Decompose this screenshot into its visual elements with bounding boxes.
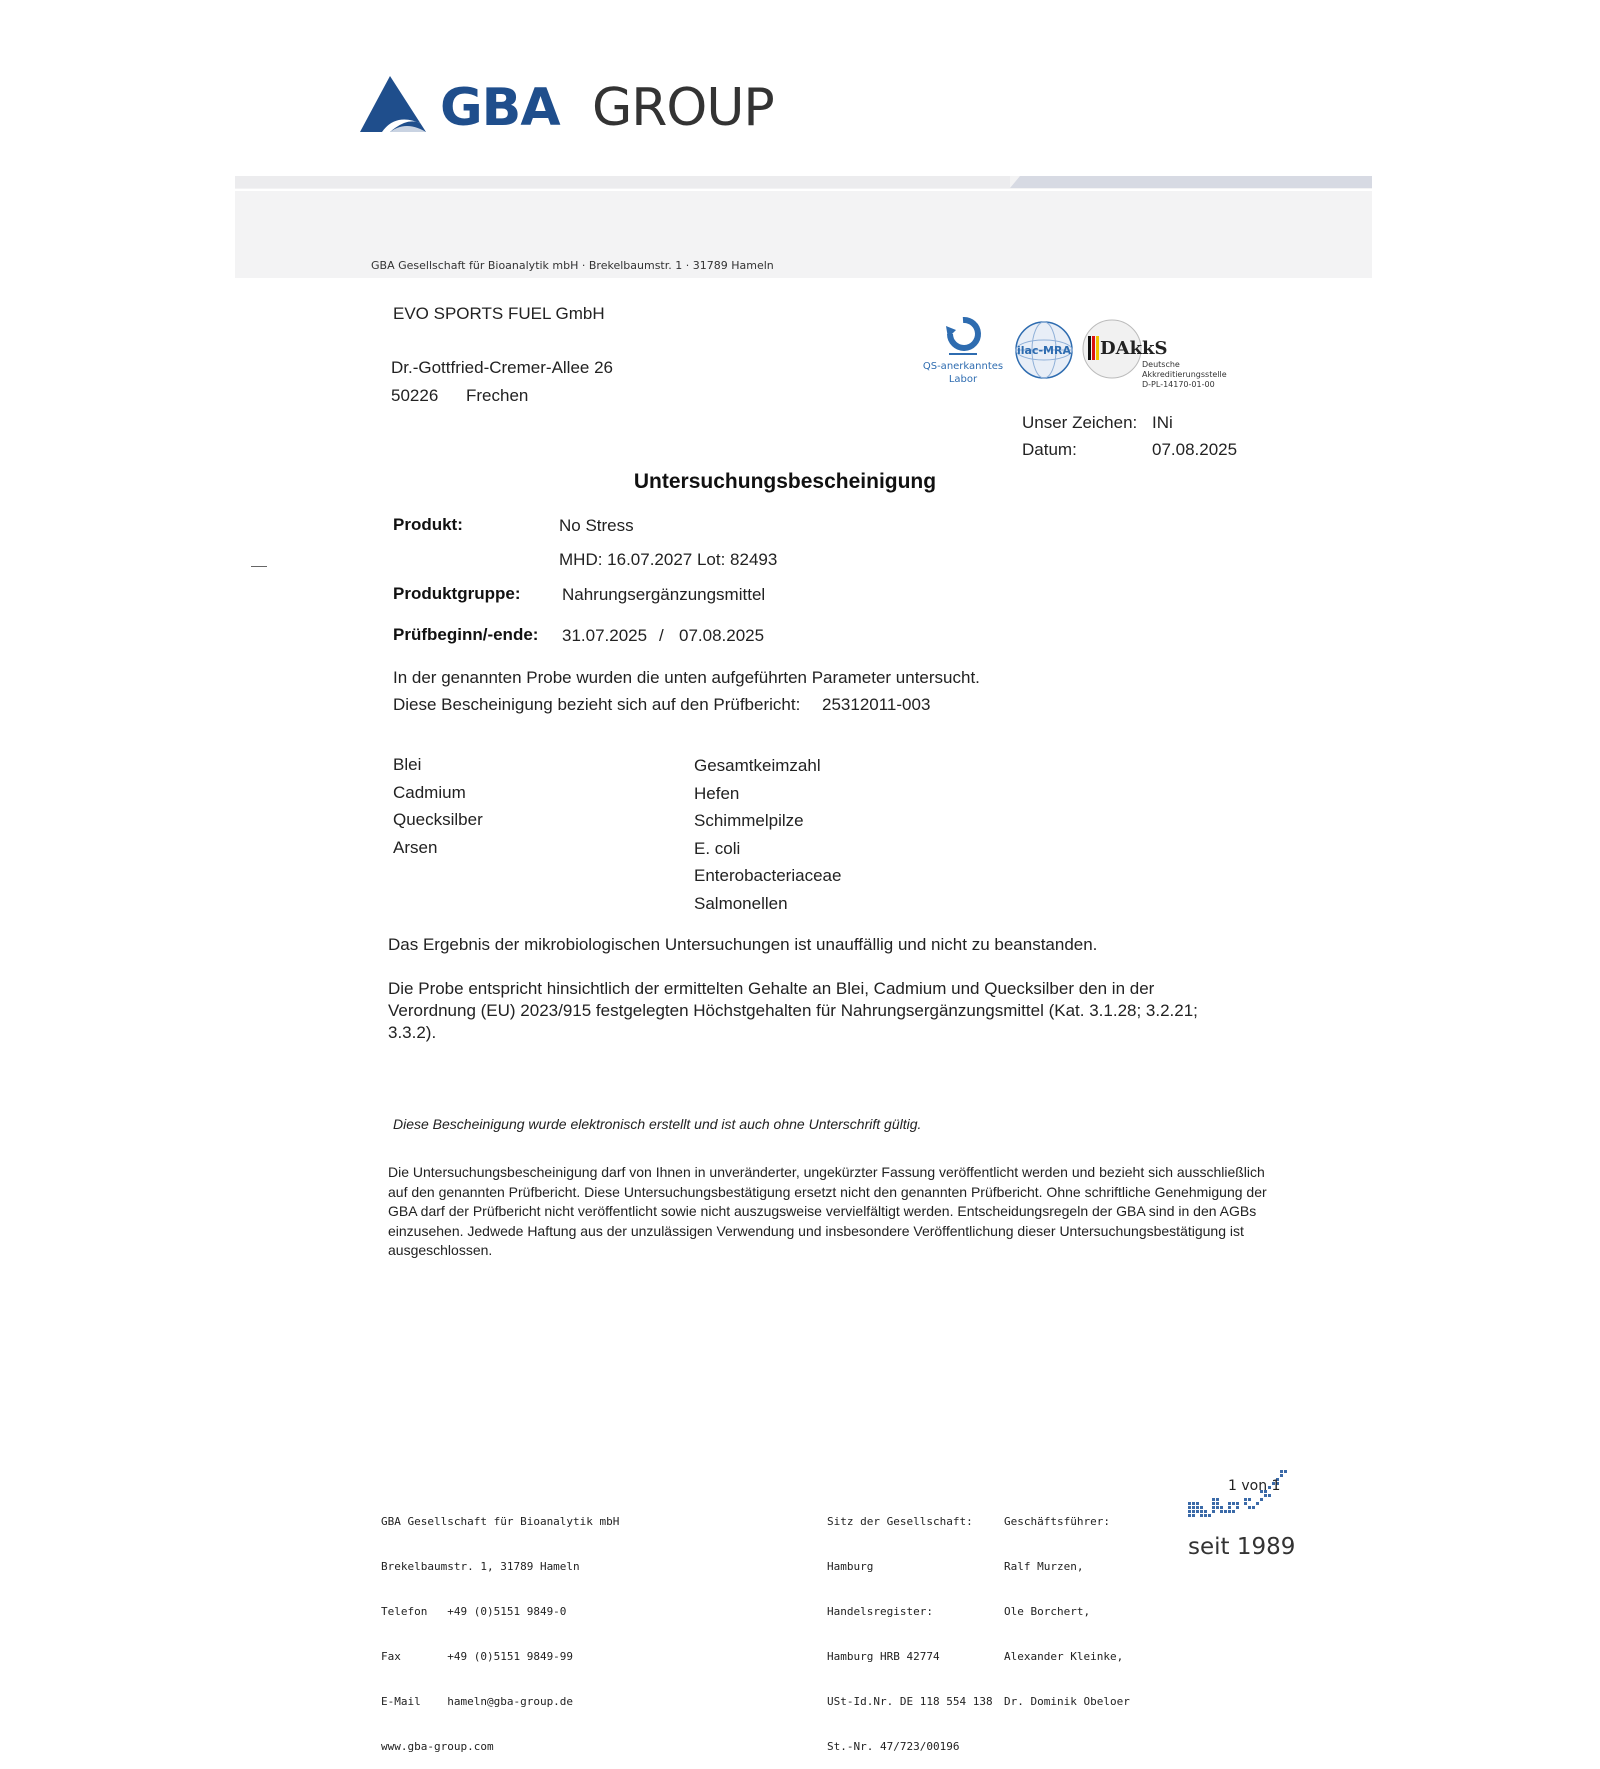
footer-line: USt-Id.Nr. DE 118 554 138	[827, 1695, 993, 1708]
date-value: 07.08.2025	[1152, 440, 1238, 459]
qs-recycle-icon	[922, 316, 1004, 358]
dakks-sub-line2: Akkreditierungsstelle	[1142, 370, 1227, 379]
dakks-subtitle	[1142, 360, 1227, 390]
since-1989-label: seit 1989	[1188, 1534, 1296, 1560]
dakks-sub-line1: Deutsche	[1142, 360, 1180, 369]
recipient-zip: 50226	[391, 386, 439, 405]
parameter-item: Schimmelpilze	[694, 811, 804, 830]
mhd-lot-value: MHD: 16.07.2027 Lot: 82493	[559, 550, 778, 569]
qs-label-line2: Labor	[948, 374, 978, 385]
parameters-right-list	[694, 756, 841, 921]
footer-line: Brekelbaumstr. 1, 31789 Hameln	[381, 1560, 580, 1573]
parameter-item: Gesamtkeimzahl	[694, 756, 821, 775]
reference-label: Unser Zeichen:	[1022, 413, 1138, 432]
result-microbiology: Das Ergebnis der mikrobiologischen Untersuchungen ist unauffällig und nicht zu beanstanden.	[388, 935, 1098, 954]
page-number: 1 von 1	[1228, 1478, 1281, 1494]
footer-line: Telefon +49 (0)5151 9849-0	[381, 1605, 567, 1618]
dakks-logo	[1082, 318, 1242, 390]
gba-group-logo	[360, 72, 780, 142]
parameter-item: Hefen	[694, 783, 740, 803]
logo-text-light: GROUP	[592, 78, 774, 138]
date-label: Datum:	[1022, 440, 1077, 459]
footer-line: Fax +49 (0)5151 9849-99	[381, 1650, 574, 1663]
test-start-date: 31.07.2025	[562, 626, 648, 645]
gba-triangle-icon	[360, 72, 432, 136]
footer-registry-info	[827, 1484, 993, 1769]
qs-label	[922, 360, 1004, 386]
recipient-company: EVO SPORTS FUEL GmbH	[393, 304, 605, 323]
header-stripe-left	[235, 176, 1010, 188]
recipient-street: Dr.-Gottfried-Cremer-Allee 26	[391, 358, 614, 377]
qs-label-line1: QS-anerkanntes	[922, 361, 1004, 372]
dakks-wordmark: DAkkS	[1100, 338, 1168, 359]
footer-line: Handelsregister:	[827, 1605, 933, 1618]
footer-line: Sitz der Gesellschaft:	[827, 1515, 973, 1528]
parameter-item: Arsen	[393, 837, 438, 857]
footer-management-info	[1004, 1484, 1130, 1724]
ilac-mra-logo	[1014, 320, 1074, 380]
footer-line: GBA Gesellschaft für Bioanalytik mbH	[381, 1515, 620, 1528]
footer-line: www.gba-group.com	[381, 1740, 494, 1753]
footer-line: St.-Nr. 47/723/00196	[827, 1740, 960, 1753]
parameter-item: E. coli	[694, 838, 741, 858]
logo-text-bold: GBA	[440, 78, 560, 138]
header-stripe-right	[1010, 176, 1372, 188]
parameter-item: Blei	[393, 755, 422, 774]
footer-line: Alexander Kleinke,	[1004, 1650, 1124, 1663]
footer-line: Hamburg	[827, 1560, 874, 1573]
product-group-label: Produktgruppe:	[393, 584, 521, 603]
product-group-value: Nahrungsergänzungsmittel	[562, 585, 766, 604]
footer-line: Dr. Dominik Obeloer	[1004, 1695, 1130, 1708]
footer-company-info	[381, 1484, 619, 1769]
footer-line: Hamburg HRB 42774	[827, 1650, 940, 1663]
parameter-item: Quecksilber	[393, 810, 483, 829]
intro-line-1: In der genannten Probe wurden die unten aufgeführten Parameter untersucht.	[393, 668, 980, 687]
intro-line-2-prefix: Diese Bescheinigung bezieht sich auf den Prüfbericht:	[393, 695, 801, 714]
qs-certification-logo	[922, 316, 1004, 388]
parameters-left-list	[393, 755, 483, 865]
ilac-globe-icon	[1014, 320, 1074, 380]
footer-line: Ralf Murzen,	[1004, 1560, 1084, 1573]
electronic-signature-note: Diese Bescheinigung wurde elektronisch erstellt und ist auch ohne Unterschrift gültig.	[393, 1116, 922, 1132]
disclaimer-paragraph: Die Untersuchungsbescheinigung darf von Ihnen in unveränderter, ungekürzter Fassung veröffentlicht werden und bezieht sich ausschließlich auf den genannten Prüfbericht. Diese Untersuchungsbestätigung ersetzt nicht den genannten Prüfbericht. Ohne schriftliche Genehmigung der GBA darf der Prüfbericht nicht veröffentlicht sowie nicht auszugsweise vervielfältigt werden. Entscheidungsregeln der GBA sind in den AGBs einzusehen. Jedwede Haftung aus der unzulässigen Verwendung und insbesondere Veröffentlichung dieser Untersuchungsbestätigung ist ausgeschlossen.	[388, 1164, 1267, 1258]
test-end-date: 07.08.2025	[679, 626, 765, 645]
product-value: No Stress	[559, 516, 634, 535]
ilac-label: ilac-MRA	[1017, 344, 1071, 357]
test-period-label: Prüfbeginn/-ende:	[393, 625, 539, 644]
dakks-sub-line3: D-PL-14170-01-00	[1142, 380, 1215, 389]
footer-line: E-Mail hameln@gba-group.de	[381, 1695, 574, 1708]
footer-line: Ole Borchert,	[1004, 1605, 1091, 1618]
test-period-separator: /	[659, 626, 664, 645]
margin-mark	[251, 566, 267, 567]
recipient-city: Frechen	[466, 386, 529, 405]
result-heavy-metals: Die Probe entspricht hinsichtlich der ermittelten Gehalte an Blei, Cadmium und Quecksilber den in der Verordnung (EU) 2023/915 festgelegten Höchstgehalten für Nahrungsergänzungsmittel (Kat. 3.1.28; 3.2.21; 3.3.2).	[388, 979, 1198, 1042]
parameter-item: Enterobacteriaceae	[694, 866, 842, 885]
header-divider	[235, 189, 1372, 191]
product-label: Produkt:	[393, 515, 463, 534]
parameter-item: Cadmium	[393, 782, 466, 802]
report-number: 25312011-003	[822, 695, 931, 714]
parameter-item: Salmonellen	[694, 893, 788, 913]
reference-value: INi	[1152, 413, 1173, 432]
footer-line: Geschäftsführer:	[1004, 1515, 1110, 1528]
document-title: Untersuchungsbescheinigung	[633, 470, 937, 493]
sender-address-line: GBA Gesellschaft für Bioanalytik mbH · Brekelbaumstr. 1 · 31789 Hameln	[371, 259, 774, 272]
